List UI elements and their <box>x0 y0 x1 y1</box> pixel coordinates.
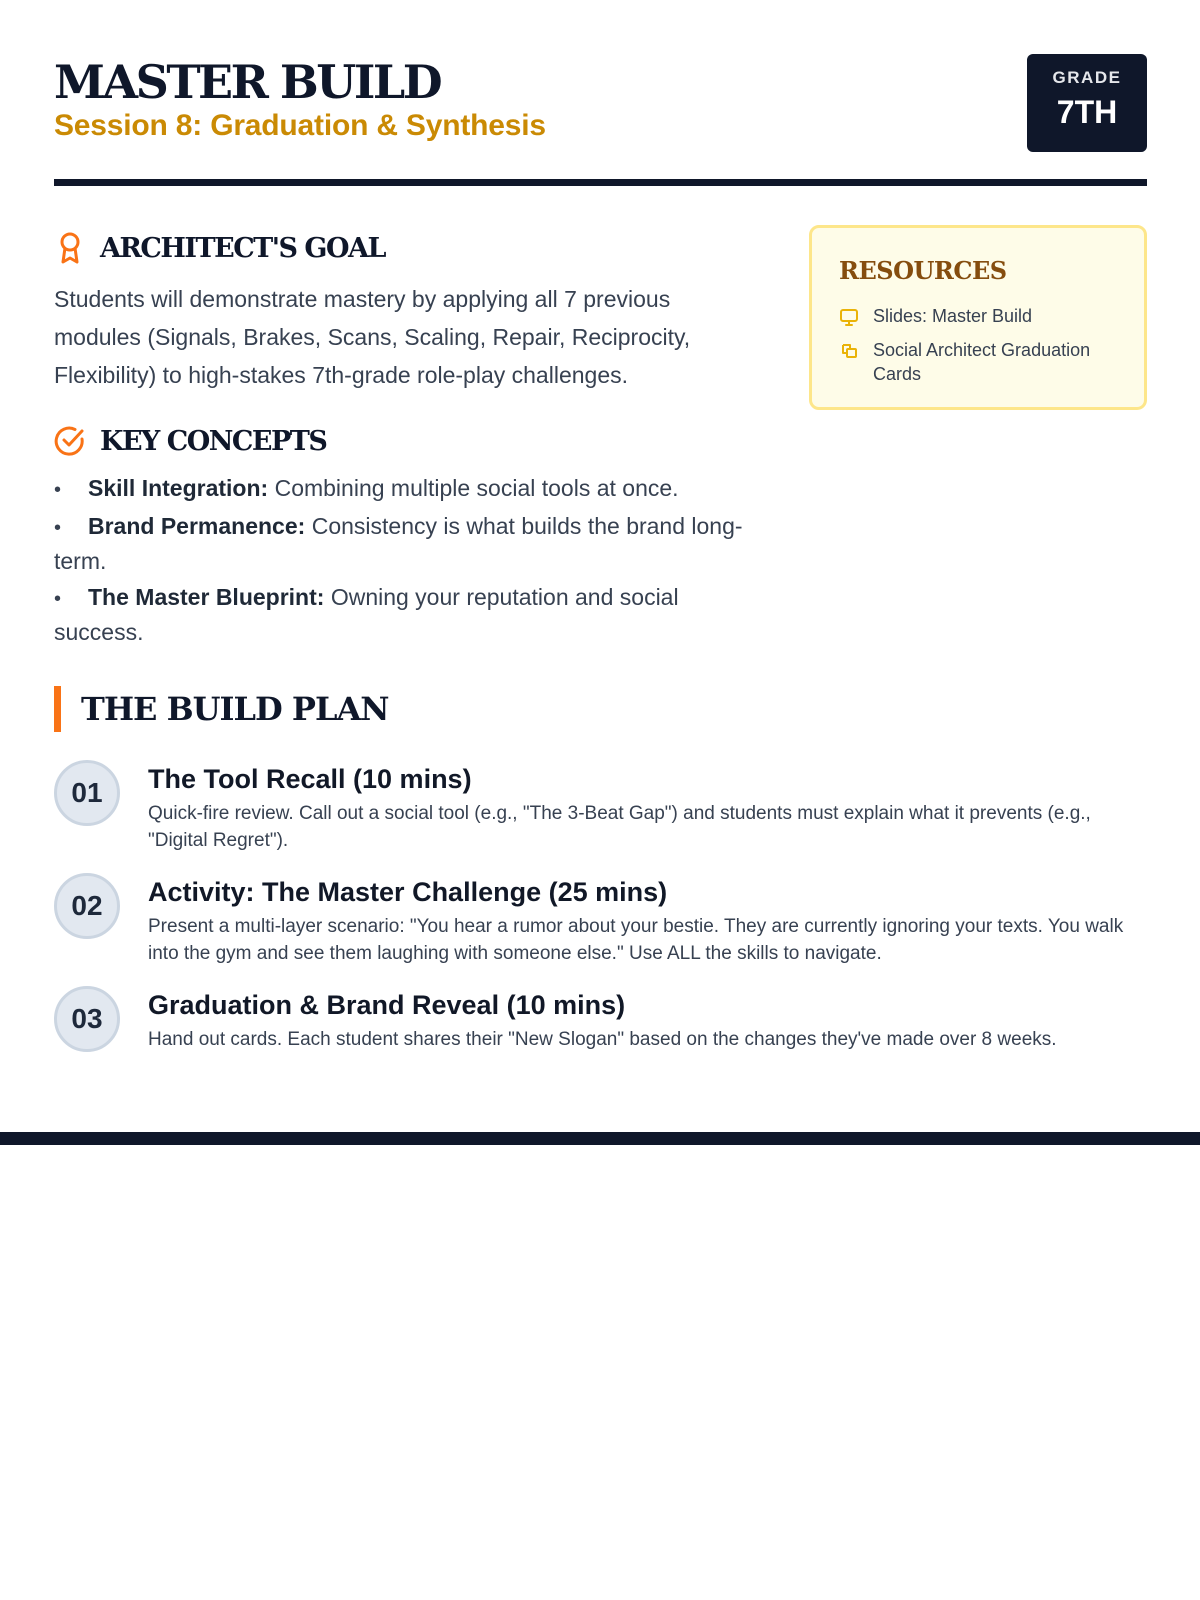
list-item: • The Master Blueprint: Owning your reputation and social success. <box>54 584 679 645</box>
heading-accent-bar <box>54 686 61 732</box>
concepts-list <box>54 472 754 652</box>
header-divider <box>54 179 1147 186</box>
grade-value: 7TH <box>1056 94 1118 130</box>
resource-item-cards[interactable] <box>839 338 1119 386</box>
step-title: The Tool Recall (10 mins) <box>148 764 472 794</box>
concepts-heading-label: KEY CONCEPTS <box>100 425 327 457</box>
goal-heading-label: ARCHITECT'S GOAL <box>100 232 385 264</box>
page-title: MASTER BUILD <box>54 55 441 109</box>
step-title: Graduation & Brand Reveal (10 mins) <box>148 990 626 1020</box>
monitor-icon <box>839 307 859 327</box>
award-ribbon-icon <box>54 231 86 265</box>
concept-term: The Master Blueprint: <box>88 584 325 610</box>
build-plan-heading <box>54 686 389 732</box>
goal-text: Students will demonstrate mastery by applying all 7 previous modules (Signals, Brakes, Scans, Scaling, Repair, Reciprocity, Flexibility) to high-stakes 7th-grade role-play challenges. <box>54 286 691 388</box>
goal-heading <box>54 231 385 265</box>
step-number-badge: 01 <box>54 760 120 826</box>
step-number-badge: 03 <box>54 986 120 1052</box>
cards-icon <box>839 341 859 361</box>
concept-term: Skill Integration: <box>88 475 269 501</box>
concept-text: Combining multiple social tools at once. <box>274 475 679 501</box>
concept-text: Consistency is what builds the brand long-term. <box>54 513 743 574</box>
plan-step <box>54 986 1147 1086</box>
step-title: Activity: The Master Challenge (25 mins) <box>148 877 668 907</box>
resource-label: Social Architect Graduation Cards <box>873 340 1091 384</box>
concept-term: Brand Permanence: <box>88 513 306 539</box>
step-description: Quick-fire review. Call out a social tool (e.g., "The 3-Beat Gap") and students must explain what it prevents (e.g., "Digital Regret"). <box>148 803 1091 851</box>
page-header <box>54 50 1147 160</box>
list-item: • Brand Permanence: Consistency is what builds the brand long-term. <box>54 513 743 574</box>
check-circle-icon <box>54 424 86 458</box>
step-description: Present a multi-layer scenario: "You hear a rumor about your bestie. They are currently ignoring your texts. You walk into the gym and see them laughing with someone else." Use ALL the skills to navigate. <box>148 916 1124 964</box>
plan-step <box>54 873 1147 973</box>
step-number-badge: 02 <box>54 873 120 939</box>
concept-text: Owning your reputation and social success. <box>54 584 679 645</box>
concepts-heading <box>54 424 326 458</box>
grade-badge <box>1027 54 1147 152</box>
footer-divider <box>0 1132 1200 1145</box>
session-subtitle: Session 8: Graduation & Synthesis <box>54 109 546 142</box>
list-item: • Skill Integration: Combining multiple social tools at once. <box>54 475 679 501</box>
resources-card <box>809 225 1147 410</box>
resources-heading: RESOURCES <box>839 256 1007 285</box>
grade-label: GRADE <box>1052 68 1122 87</box>
plan-step <box>54 760 1147 860</box>
step-description: Hand out cards. Each student shares their "New Slogan" based on the changes they've made over 8 weeks. <box>148 1029 1057 1050</box>
resource-item-slides[interactable] <box>839 304 1032 328</box>
resource-label: Slides: Master Build <box>873 306 1033 326</box>
build-plan-title: THE BUILD PLAN <box>81 690 389 728</box>
